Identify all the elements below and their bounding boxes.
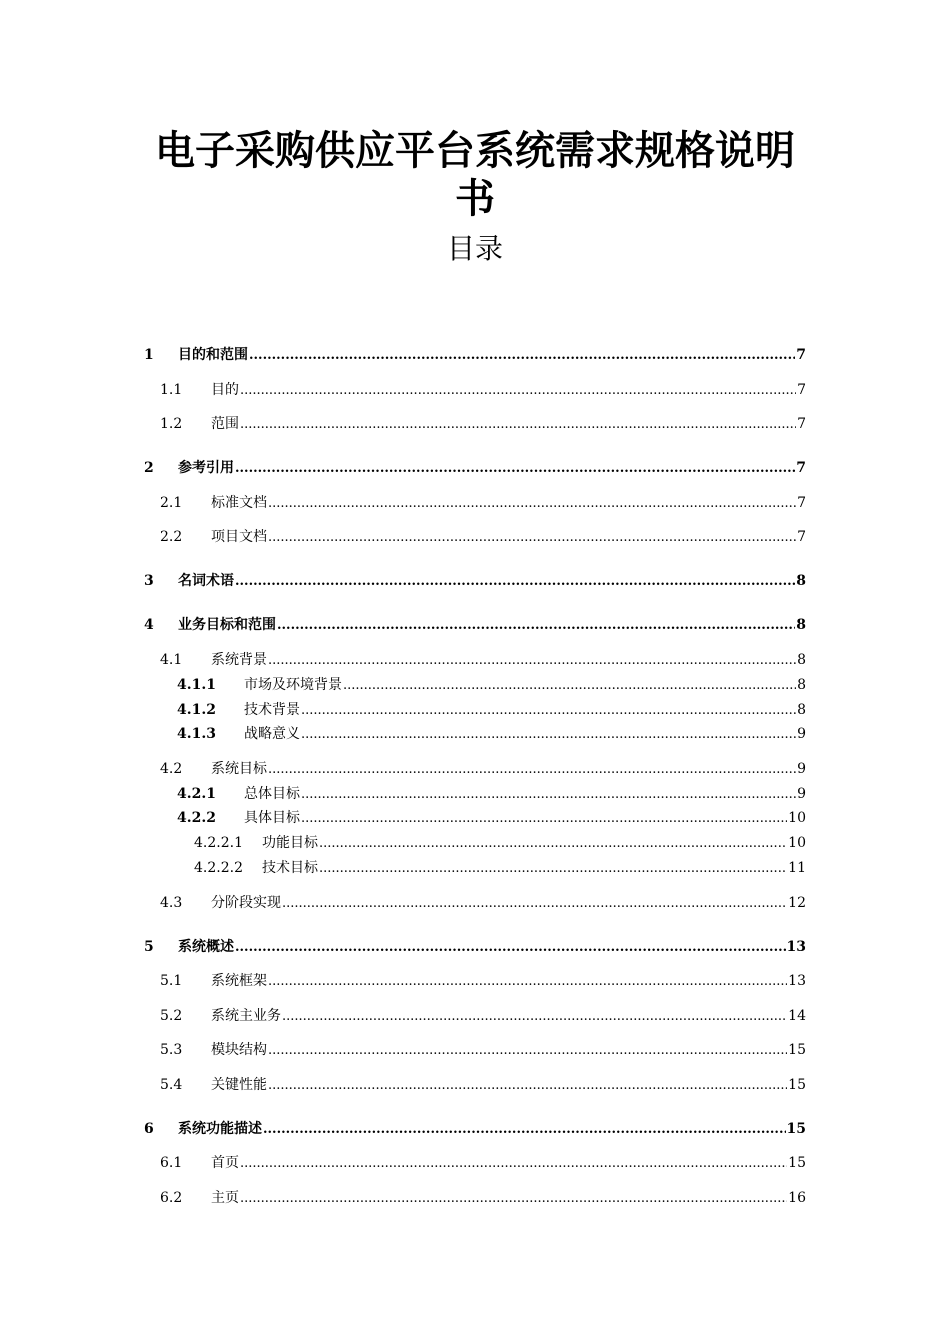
toc-page: 16 — [788, 1190, 806, 1206]
toc-page: 7 — [797, 382, 806, 398]
toc-number: 1 — [144, 347, 154, 363]
toc-leader — [263, 1119, 786, 1140]
toc-page: 10 — [788, 835, 806, 851]
toc-number: 5.4 — [160, 1077, 183, 1093]
toc-leader — [268, 1040, 787, 1061]
toc-label: 具体目标 — [244, 810, 300, 826]
toc-number: 1.1 — [160, 382, 183, 398]
toc-page: 15 — [788, 1155, 806, 1171]
toc-number: 4.1.3 — [177, 726, 216, 742]
toc-page: 7 — [797, 495, 806, 511]
toc-entry[interactable] — [160, 1006, 806, 1026]
toc-entry[interactable] — [177, 700, 806, 720]
toc-label: 系统概述 — [178, 939, 234, 955]
toc-leader — [319, 858, 787, 879]
toc-entry[interactable] — [177, 675, 806, 695]
toc-number: 1.2 — [160, 416, 183, 432]
toc-page: 9 — [797, 726, 806, 742]
toc-leader — [268, 1075, 787, 1096]
toc-label: 总体目标 — [244, 786, 300, 802]
toc-entry[interactable] — [177, 724, 806, 744]
toc-label: 系统目标 — [211, 761, 267, 777]
toc-entry[interactable] — [160, 759, 806, 779]
toc-leader — [282, 1006, 787, 1027]
toc-page: 9 — [797, 761, 806, 777]
toc-entry[interactable] — [144, 1119, 806, 1139]
toc-entry[interactable] — [194, 833, 806, 853]
toc-number: 4.2.2.1 — [194, 835, 243, 851]
toc-label: 参考引用 — [178, 460, 234, 476]
toc-leader — [235, 937, 786, 958]
toc-leader — [235, 571, 795, 592]
toc-number: 5.1 — [160, 973, 183, 989]
toc-page: 7 — [797, 416, 806, 432]
toc-leader — [301, 808, 787, 829]
toc-entry[interactable] — [177, 808, 806, 828]
toc-number: 6 — [144, 1121, 154, 1137]
toc-label: 分阶段实现 — [211, 895, 281, 911]
toc-leader — [268, 759, 796, 780]
toc-number: 5.2 — [160, 1008, 183, 1024]
toc-leader — [240, 380, 796, 401]
toc-number: 6.1 — [160, 1155, 183, 1171]
toc-label: 关键性能 — [211, 1077, 267, 1093]
toc-page: 12 — [788, 895, 806, 911]
toc-number: 2.2 — [160, 529, 183, 545]
toc-entry[interactable] — [160, 971, 806, 991]
toc-leader — [343, 675, 796, 696]
toc-page: 8 — [797, 652, 806, 668]
toc-page: 7 — [797, 529, 806, 545]
toc-label: 主页 — [211, 1190, 239, 1206]
toc-number: 4 — [144, 617, 154, 633]
toc-label: 范围 — [211, 416, 239, 432]
toc-heading: 目录 — [446, 232, 503, 265]
toc-page: 13 — [788, 973, 806, 989]
toc-page: 8 — [797, 677, 806, 693]
toc-entry[interactable] — [144, 458, 806, 478]
toc-leader — [268, 971, 787, 992]
toc-page: 8 — [796, 573, 806, 589]
toc-page: 15 — [788, 1077, 806, 1093]
toc-page: 15 — [788, 1042, 806, 1058]
toc-label: 系统主业务 — [211, 1008, 281, 1024]
toc-label: 目的 — [211, 382, 239, 398]
toc-page: 8 — [796, 617, 806, 633]
toc-leader — [240, 1188, 787, 1209]
toc-leader — [277, 615, 795, 636]
toc-number: 6.2 — [160, 1190, 183, 1206]
toc-entry[interactable] — [160, 380, 806, 400]
toc-entry[interactable] — [160, 1075, 806, 1095]
toc-number: 3 — [144, 573, 154, 589]
toc-number: 4.2.1 — [177, 786, 216, 802]
toc-leader — [301, 784, 796, 805]
toc-page: 9 — [797, 786, 806, 802]
toc-entry[interactable] — [160, 650, 806, 670]
toc-number: 4.2 — [160, 761, 183, 777]
toc-label: 目的和范围 — [178, 347, 248, 363]
toc-label: 市场及环境背景 — [244, 677, 342, 693]
toc-label: 名词术语 — [178, 573, 234, 589]
toc-number: 4.2.2.2 — [194, 860, 243, 876]
toc-number: 2.1 — [160, 495, 183, 511]
toc-entry[interactable] — [160, 893, 806, 913]
toc-entry[interactable] — [160, 1040, 806, 1060]
toc-entry[interactable] — [144, 345, 806, 365]
toc-label: 首页 — [211, 1155, 239, 1171]
toc-label: 战略意义 — [244, 726, 300, 742]
toc-leader — [240, 414, 796, 435]
toc-leader — [301, 700, 796, 721]
toc-page: 14 — [788, 1008, 806, 1024]
toc-entry[interactable] — [177, 784, 806, 804]
toc-entry[interactable] — [144, 937, 806, 957]
toc-number: 4.2.2 — [177, 810, 216, 826]
toc-page: 11 — [788, 860, 806, 876]
toc-label: 功能目标 — [262, 835, 318, 851]
toc-leader — [268, 650, 796, 671]
toc-number: 4.1 — [160, 652, 183, 668]
toc-label: 系统背景 — [211, 652, 267, 668]
toc-page: 10 — [788, 810, 806, 826]
toc-entry[interactable] — [194, 858, 806, 878]
toc-entry[interactable] — [144, 615, 806, 635]
toc-leader — [319, 833, 787, 854]
toc-number: 2 — [144, 460, 154, 476]
toc-leader — [268, 527, 796, 548]
toc-entry[interactable] — [160, 414, 806, 434]
toc-label: 项目文档 — [211, 529, 267, 545]
document-title: 电子采购供应平台系统需求规格说明 — [155, 128, 795, 174]
toc-number: 5 — [144, 939, 154, 955]
toc-page: 8 — [797, 702, 806, 718]
toc-entry[interactable] — [160, 527, 806, 547]
toc-entry[interactable] — [144, 571, 806, 591]
toc-page: 7 — [796, 460, 806, 476]
toc-label: 业务目标和范围 — [178, 617, 276, 633]
toc-leader — [249, 345, 795, 366]
toc-number: 4.1.2 — [177, 702, 216, 718]
toc-page: 13 — [786, 939, 806, 955]
toc-page: 7 — [796, 347, 806, 363]
toc-number: 5.3 — [160, 1042, 183, 1058]
toc-entry[interactable] — [160, 493, 806, 513]
toc-leader — [240, 1153, 787, 1174]
toc-page: 15 — [786, 1121, 806, 1137]
toc-number: 4.3 — [160, 895, 183, 911]
toc-label: 模块结构 — [211, 1042, 267, 1058]
toc-entry[interactable] — [160, 1188, 806, 1208]
toc-label: 技术目标 — [262, 860, 318, 876]
toc-label: 系统框架 — [211, 973, 267, 989]
toc-label: 技术背景 — [244, 702, 300, 718]
toc-entry[interactable] — [160, 1153, 806, 1173]
toc-label: 系统功能描述 — [178, 1121, 262, 1137]
toc-leader — [301, 724, 796, 745]
toc-leader — [282, 893, 787, 914]
toc-number: 4.1.1 — [177, 677, 216, 693]
toc-leader — [235, 458, 795, 479]
document-title-continued: 书 — [455, 176, 495, 222]
toc-leader — [268, 493, 796, 514]
toc-label: 标准文档 — [211, 495, 267, 511]
